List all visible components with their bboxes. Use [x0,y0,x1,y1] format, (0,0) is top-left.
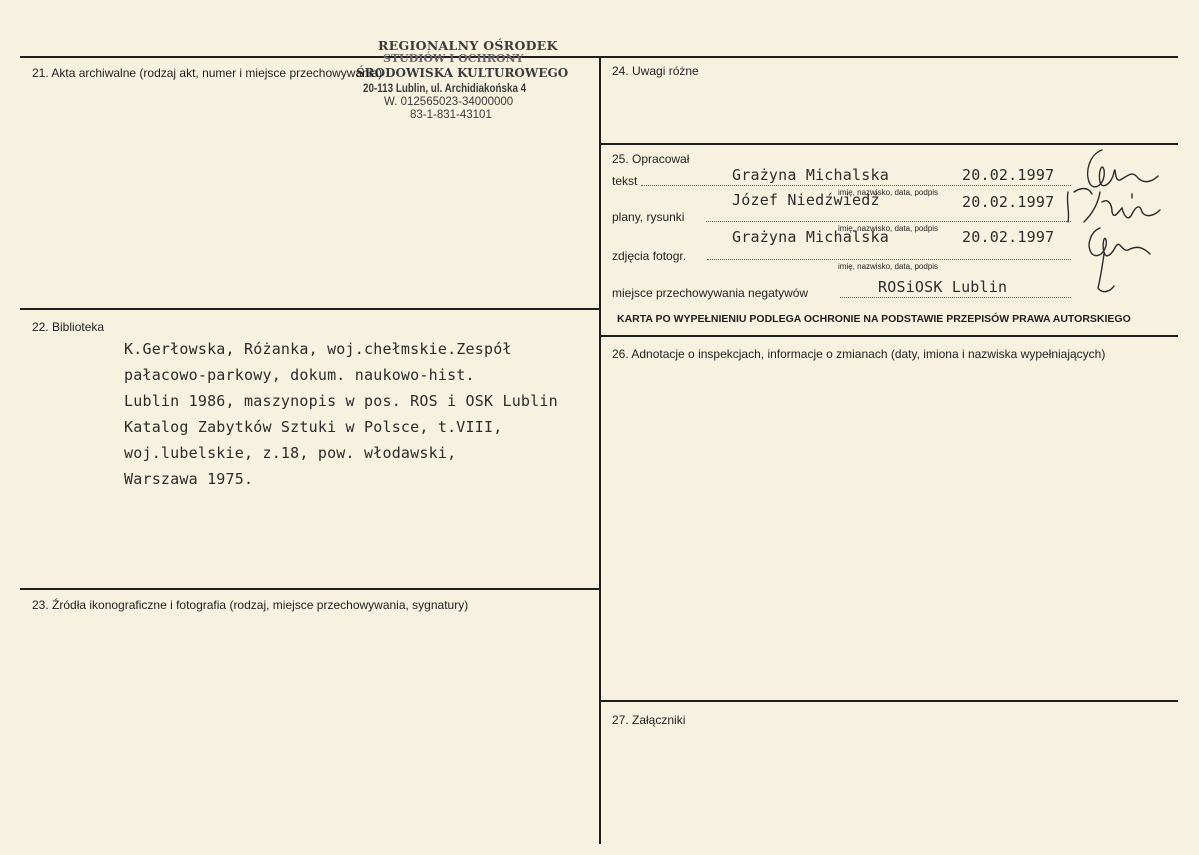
stamp-line-2: STUDIÓW I OCHRONY [383,52,524,65]
section-27-label: 27. Załączniki [612,713,686,727]
section-25-label: 25. Opracował [612,152,690,166]
section-22-label: 22. Biblioteka [32,320,105,334]
center-divider-line [599,56,601,844]
row-text-name: Grażyna Michalska [732,166,889,184]
row-plans-name: Józef Niedźwiedź [732,191,880,209]
stamp-line-1: REGIONALNY OŚRODEK [378,38,558,53]
row-text-dots [641,185,1071,186]
negatives-dots [840,297,1071,298]
bibliography-line-1: K.Gerłowska, Różanka, woj.chełmskie.Zespół [124,340,512,358]
row-photos-date: 20.02.1997 [962,228,1055,246]
bibliography-line-2: pałacowo-parkowy, dokum. naukowo-hist. [124,366,475,384]
row-photos-label: zdjęcia fotogr. [612,249,687,263]
row-photos-caption: imię, nazwisko, data, podpis [838,262,939,271]
divider-26-27 [600,700,1178,702]
negatives-label: miejsce przechowywania negatywów [612,286,809,300]
section-23-label: 23. Źródła ikonograficzne i fotografia (rodzaj, miejsce przechowywania, sygnatury) [32,598,469,612]
stamp-line-5: W. 012565023-34000000 [384,96,514,108]
section-26-label: 26. Adnotacje o inspekcjach, informacje o zmianach (daty, imiona i nazwiska wypełniających) [612,347,1106,361]
section-24-label: 24. Uwagi różne [612,64,699,78]
row-plans-dots [706,221,1071,222]
bibliography-line-4: Katalog Zabytków Sztuki w Polsce, t.VIII, [124,418,503,436]
row-text-label: tekst [612,174,638,188]
negatives-value: ROSiOSK Lublin [878,278,1008,296]
bibliography-line-6: Warszawa 1975. [124,470,254,488]
stamp-line-4: 20-113 Lublin, ul. Archidiakońska 4 [363,81,527,95]
divider-21-22 [20,308,600,310]
row-photos-name: Grażyna Michalska [732,228,889,246]
row-plans-date: 20.02.1997 [962,193,1055,211]
row-photos-dots [707,259,1071,260]
copyright-notice: KARTA PO WYPEŁNIENIU PODLEGA OCHRONIE NA PODSTAWIE PRZEPISÓW PRAWA AUTORSKIEGO [617,313,1131,325]
handwritten-signatures [1062,142,1174,302]
divider-25-26 [600,335,1178,337]
row-plans-label: plany, rysunki [612,210,685,224]
row-text-caption: imię, nazwisko, data, podpis [838,188,939,197]
stamp-line-3: ŚRODOWISKA KULTUROWEGO [356,66,569,80]
row-text-date: 20.02.1997 [962,166,1055,184]
divider-22-23 [20,588,600,590]
row-plans-caption: imię, nazwisko, data, podpis [838,224,939,233]
section-21-label: 21. Akta archiwalne (rodzaj akt, numer i miejsce przechowywania) [32,66,383,80]
bibliography-line-5: woj.lubelskie, z.18, pow. włodawski, [124,444,457,462]
stamp-line-6: 83-1-831-43101 [410,109,492,121]
bibliography-line-3: Lublin 1986, maszynopis w pos. ROS i OSK Lublin [124,392,558,410]
